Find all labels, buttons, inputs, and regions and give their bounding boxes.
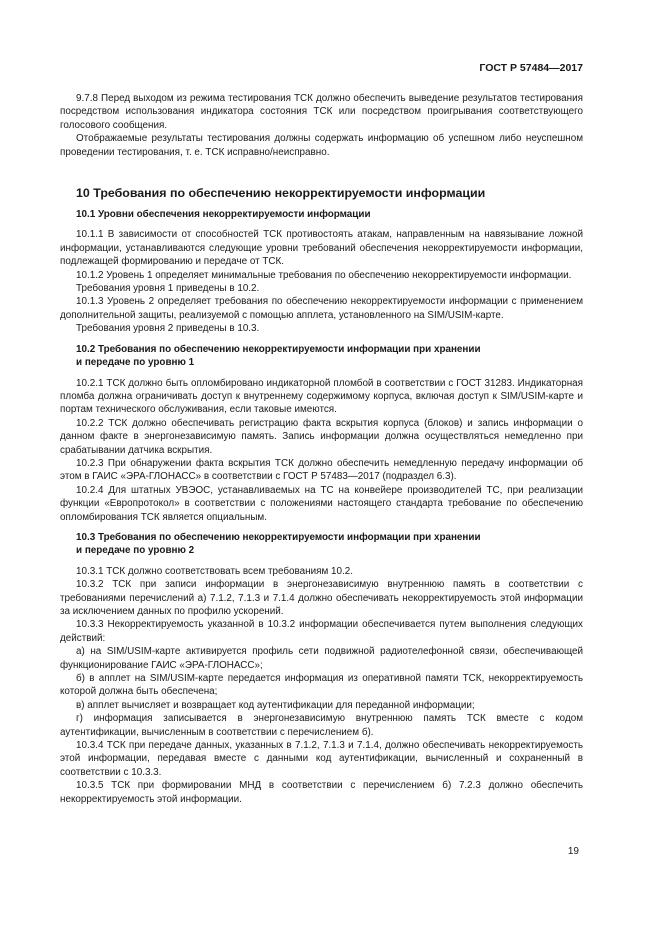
- paragraph-10-2-3: 10.2.3 При обнаружении факта вскрытия ТСК должно обеспечить немедленную передачу информации об этом в ГАИС «ЭРА-ГЛОНАСС» в соответствии с ГОСТ Р 57483—2017 (подраздел 6.3).: [60, 457, 583, 483]
- paragraph-10-2-1: 10.2.1 ТСК должно быть опломбировано индикаторной пломбой в соответствии с ГОСТ 31283. Индикаторная пломба должна ограничивать доступ к внутреннему содержимому корпуса, включая доступ к SIM/USIM-карте и портам технического обслуживания, если таковые имеются.: [60, 377, 583, 416]
- paragraph-level1-ref: Требования уровня 1 приведены в 10.2.: [76, 283, 260, 295]
- paragraph-level2-ref: Требования уровня 2 приведены в 10.3.: [76, 323, 260, 335]
- section-10-1-heading: 10.1 Уровни обеспечения некорректируемости информации: [76, 209, 371, 221]
- paragraph-10-3-1: 10.3.1 ТСК должно соответствовать всем требованиям 10.2.: [76, 565, 353, 577]
- paragraph-10-3-5: 10.3.5 ТСК при формировании МНД в соответствии с перечислением б) 7.2.3 должно обеспечить некорректируемость этой информации.: [60, 780, 583, 805]
- page-body: [60, 92, 583, 806]
- list-item-a: а) на SIM/USIM-карте активируется профиль сети подвижной радиотелефонной связи, обеспечивающей функционирование ГАИС «ЭРА-ГЛОНАСС»;: [60, 646, 583, 671]
- paragraph-10-3-4: 10.3.4 ТСК при передаче данных, указанных в 7.1.2, 7.1.3 и 7.1.4, должно обеспечивать некорректируемость этой информации, передавая вместе с данными код аутентификации, вычисленный и сохраненный в соответствии с 10.3.3.: [60, 740, 583, 778]
- section-10-3-heading-line2: и передаче по уровню 2: [76, 545, 195, 557]
- section-10-2-heading-line2: и передаче по уровню 1: [76, 357, 195, 369]
- paragraph-10-2-4: 10.2.4 Для штатных УВЭОС, устанавливаемых на ТС на конвейере производителей ТС, при реализации функции «Европротокол» в соответствии с положениями настоящего стандарта требование по обеспечению опломбирования ТСК является опциальным.: [60, 484, 583, 523]
- paragraph-10-3-2: 10.3.2 ТСК при записи информации в энергонезависимую внутреннюю память в соответствии с требованиями перечислений а) 7.1.2, 7.1.3 и 7.1.4 должно обеспечивать некорректируемость этой информации за исключением данных по профилю ускорений.: [60, 579, 583, 617]
- paragraph-10-2-2: 10.2.2 ТСК должно обеспечивать регистрацию факта вскрытия корпуса (блоков) и запись информации о данном факте в энергонезависимую память. Запись информации должна осуществляться немедленно при срабатывании датчика вскрытия.: [60, 417, 583, 456]
- section-10-3-heading-line1: 10.3 Требования по обеспечению некорректируемости информации при хранении: [76, 531, 481, 543]
- section-10-2-heading: [60, 343, 583, 370]
- section-10-heading: 10 Требования по обеспечению некорректируемости информации: [76, 186, 486, 201]
- paragraph-10-1-1: 10.1.1 В зависимости от способностей ТСК противостоять атакам, направленным на навязывание ложной информации, устанавливаются следующие уровни требований обеспечения некорректируемости информации, подлежащей формированию и передаче от ТСК.: [60, 229, 583, 268]
- page-number: 19: [567, 846, 579, 857]
- list-item-b: б) в апплет на SIM/USIM-карте передается информация из оперативной памяти ТСК, некорректируемость которой должна быть обеспечена;: [60, 673, 583, 698]
- paragraph-test-results: Отображаемые результаты тестирования должны содержать информацию об успешном либо неуспешном проведении тестирования, т. е. ТСК исправно/неисправно.: [60, 133, 583, 158]
- paragraph-9-7-8: 9.7.8 Перед выходом из режима тестирования ТСК должно обеспечить выведение результатов тестирования посредством использования индикатора состояния ТСК или посредством проигрывания соответствующего голосового сообщения.: [60, 93, 583, 131]
- list-item-d: г) информация записывается в энергонезависимую внутреннюю память ТСК вместе с кодом аутентификации, вычисленным в соответствии с перечислением б).: [60, 713, 583, 738]
- paragraph-10-1-2: 10.1.2 Уровень 1 определяет минимальные требования по обеспечению некорректируемости информации.: [76, 269, 572, 281]
- paragraph-10-1-3: 10.1.3 Уровень 2 определяет требования по обеспечению некорректируемости информации с применением дополнительной защиты, реализуемой с помощью апплета, установленного на SIM/USIM-карте.: [60, 296, 583, 321]
- document-code: ГОСТ Р 57484—2017: [479, 62, 583, 74]
- section-10-2-heading-line1: 10.2 Требования по обеспечению некорректируемости информации при хранении: [76, 343, 481, 355]
- list-item-c: в) апплет вычисляет и возвращает код аутентификации для переданной информации;: [76, 699, 475, 711]
- section-10-3-heading: [60, 531, 583, 558]
- paragraph-10-3-3: 10.3.3 Некорректируемость указанной в 10.3.2 информации обеспечивается путем выполнения следующих действий:: [60, 619, 583, 644]
